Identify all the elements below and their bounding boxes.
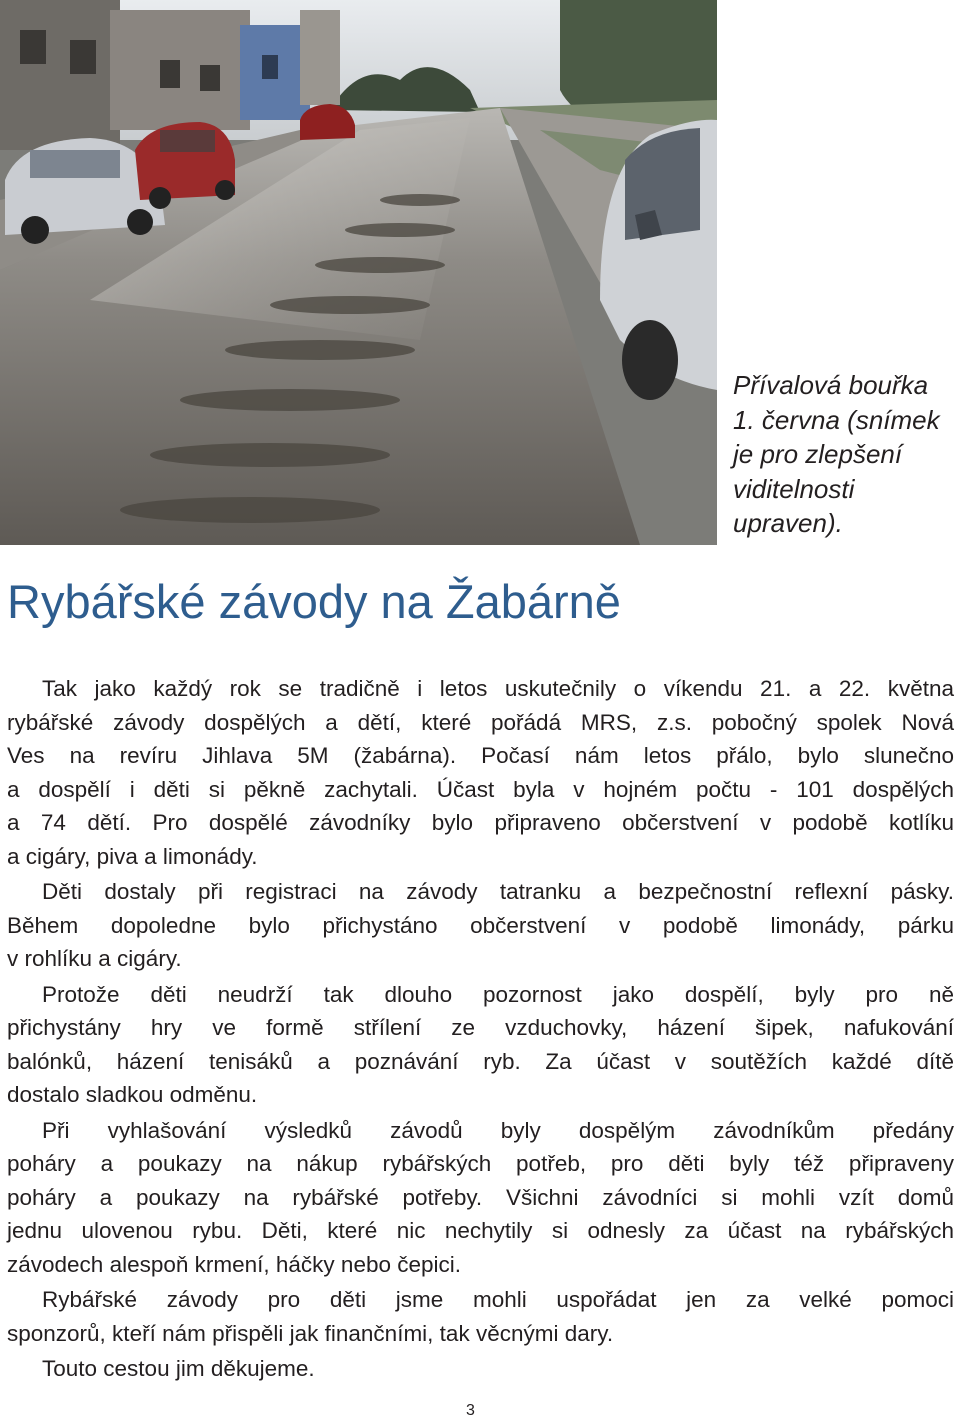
text-line: Ves na revíru Jihlava 5M (žabárna). Počasí nám letos přálo, bylo slunečno <box>7 743 954 768</box>
text-line: jednu ulovenou rybu. Děti, které nic nechytily si odnesly za účast na rybářských <box>7 1218 954 1243</box>
text-line: rybářské závody dospělých a dětí, které pořádá MRS, z.s. pobočný spolek Nová <box>7 709 954 735</box>
caption-line: Přívalová bouřka <box>733 370 929 400</box>
text-line: Při vyhlašování výsledků závodů byly dospělým závodníkům předány <box>42 1117 954 1143</box>
caption-line: 1. června (snímek <box>733 404 940 435</box>
text-line: dostalo sladkou odměnu. <box>7 1082 258 1107</box>
article-body <box>7 672 954 1388</box>
text-line: Tak jako každý rok se tradičně i letos uskutečnily o víkendu 21. a 22. května <box>42 676 954 701</box>
caption-line: upraven). <box>733 508 843 538</box>
text-line: Děti dostaly při registraci na závody tatranku a bezpečnostní reflexní pásky. <box>42 879 954 904</box>
photo-storm-road-icon <box>0 0 717 545</box>
paragraph <box>7 1114 954 1282</box>
text-line: Touto cestou jim děkujeme. <box>42 1356 315 1381</box>
text-line: balónků, házení tenisáků a poznávání ryb. Za účast v soutěžích každé dítě <box>7 1048 954 1074</box>
text-line: Během dopoledne bylo přichystáno občerstvení v podobě limonády, párku <box>7 912 954 938</box>
paragraph <box>7 978 954 1112</box>
text-line: a cigáry, piva a limonády. <box>7 843 258 869</box>
storm-road-photo <box>0 0 717 545</box>
text-line: poháry a poukazy na nákup rybářských potřeb, pro děti byly též připraveny <box>7 1151 954 1176</box>
text-line: v rohlíku a cigáry. <box>7 946 182 971</box>
paragraph <box>7 672 954 873</box>
text-line: a dospělí i děti si pěkně zachytali. Účast byla v hojném počtu - 101 dospělých <box>7 776 954 802</box>
paragraph <box>7 1283 954 1350</box>
caption-line: viditelnosti <box>733 473 855 504</box>
page-number: 3 <box>466 1402 475 1419</box>
text-line: Rybářské závody pro děti jsme mohli uspořádat jen za velké pomoci <box>42 1287 954 1312</box>
text-line: přichystány hry ve formě střílení ze vzduchovky, házení šipek, nafukování <box>7 1015 954 1040</box>
caption-line: je pro zlepšení <box>733 439 903 469</box>
text-line: sponzorů, kteří nám přispěli jak finančními, tak věcnými dary. <box>7 1320 614 1346</box>
text-line: Protože děti neudrží tak dlouho pozornost jako dospělí, byly pro ně <box>42 981 954 1007</box>
photo-caption <box>733 368 957 541</box>
paragraph <box>7 1352 954 1386</box>
text-line: poháry a poukazy na rybářské potřeby. Všichni závodníci si mohli vzít domů <box>7 1184 954 1210</box>
text-line: závodech alespoň krmení, háčky nebo čepici. <box>7 1251 462 1277</box>
article-title: Rybářské závody na Žabárně <box>7 575 621 628</box>
text-line: a 74 dětí. Pro dospělé závodníky bylo připraveno občerstvení v podobě kotlíku <box>7 810 954 835</box>
paragraph <box>7 875 954 976</box>
